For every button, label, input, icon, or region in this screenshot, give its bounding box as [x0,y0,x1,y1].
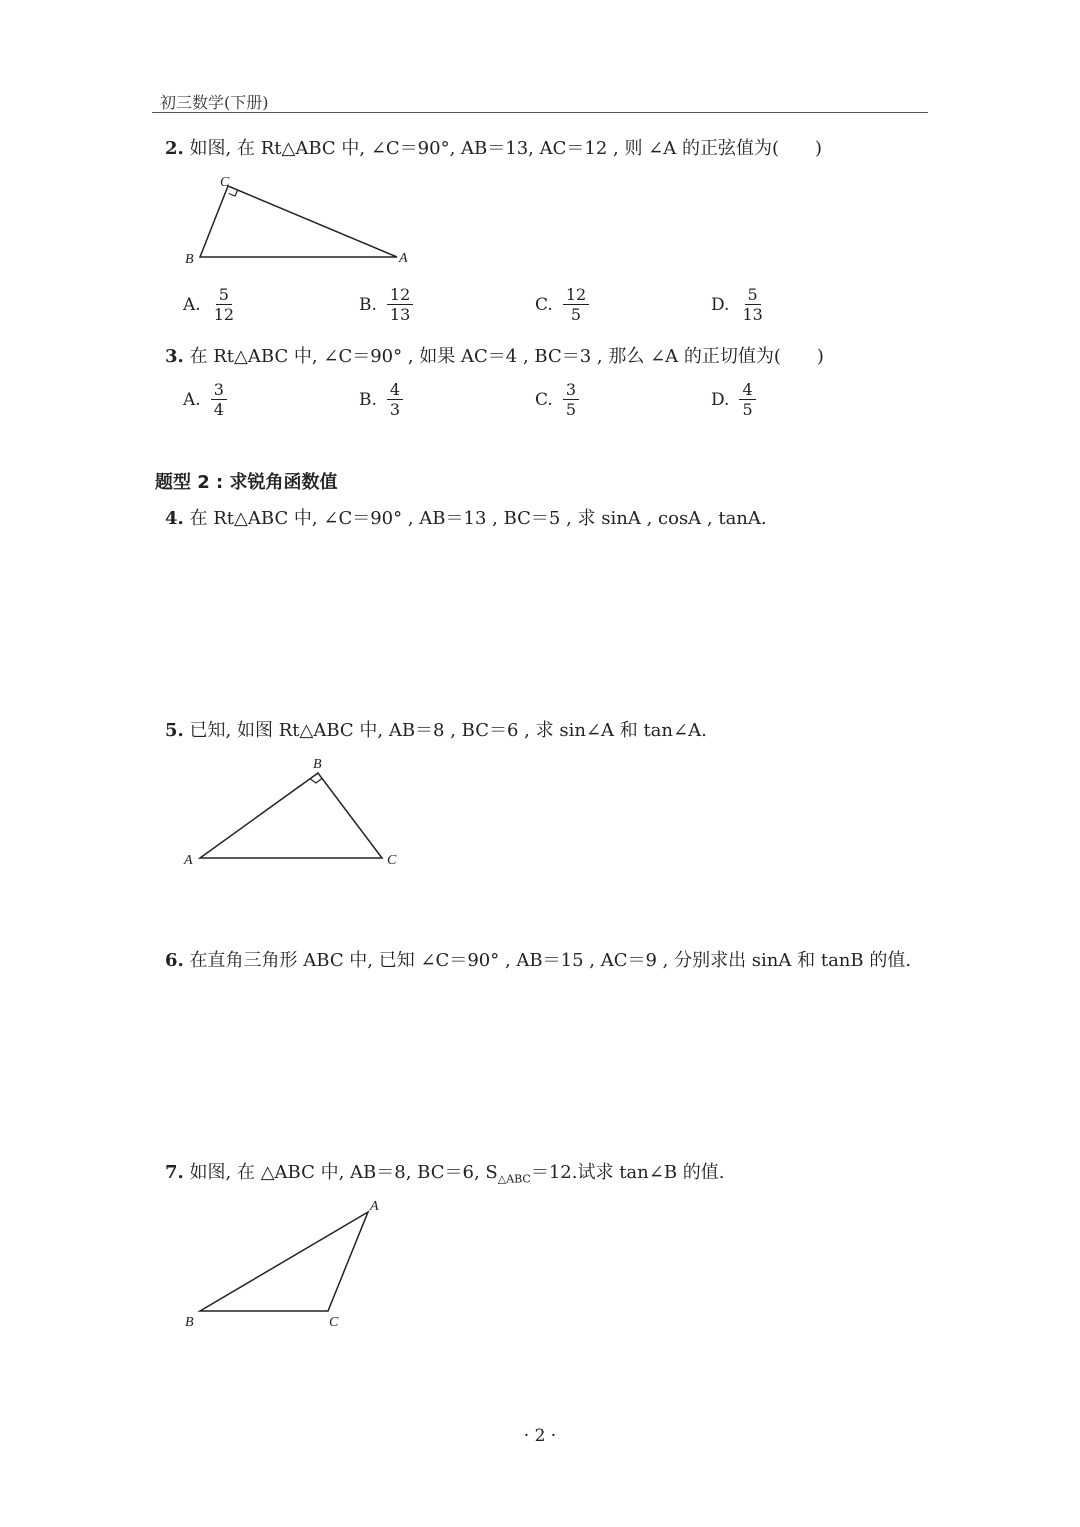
question-number: 7. [165,1162,184,1183]
question-text: 在直角三角形 ABC 中, 已知 ∠C＝90° , AB＝15 , AC＝9 , 分别求出 sinA 和 tanB 的值. [189,950,912,971]
option-label: C. [535,294,553,315]
denominator: 5 [742,400,753,419]
question-text: 在 Rt△ABC 中, ∠C＝90° , 如果 AC＝4 , BC＝3 , 那么 ∠A 的正切值为( ) [189,346,824,367]
area-subscript: △ABC [497,1172,531,1186]
option-label: B. [359,294,377,315]
q5-label-c: C [387,853,397,868]
q2-label-c: C [220,175,230,190]
denominator: 4 [213,400,224,419]
numerator: 12 [563,285,589,305]
denominator: 5 [570,305,582,324]
option-label: D. [711,389,730,410]
question-number: 6. [165,950,184,971]
question-text: 在 Rt△ABC 中, ∠C＝90° , AB＝13 , BC＝5 , 求 sinA , cosA , tanA. [189,508,767,529]
numerator: 5 [216,285,232,305]
q5-label-a: A [184,853,193,868]
question-text-before: 如图, 在 △ABC 中, AB＝8, BC＝6, S [189,1162,498,1183]
question-number: 4. [165,508,184,529]
denominator: 5 [565,400,576,419]
denominator: 13 [389,305,411,324]
numerator: 12 [387,285,413,305]
question-number: 3. [165,346,184,367]
denominator: 3 [389,400,401,419]
q5-label-b: B [313,757,322,772]
question-text: 如图, 在 Rt△ABC 中, ∠C＝90°, AB＝13, AC＝12 , 则 ∠A 的正弦值为( ) [189,138,823,159]
q2-label-b: B [185,252,194,267]
numerator: 3 [563,380,579,400]
page-header-title: 初三数学(下册) [160,93,269,112]
option-label: B. [359,389,377,410]
question-number: 5. [165,720,184,741]
option-label: C. [535,389,553,410]
denominator: 13 [742,305,763,324]
denominator: 12 [213,305,235,324]
numerator: 4 [739,380,755,400]
question-number: 2. [165,138,184,159]
q7-label-b: B [185,1315,194,1330]
option-label: A. [183,389,201,410]
question-text: 已知, 如图 Rt△ABC 中, AB＝8 , BC＝6 , 求 sin∠A 和 tan∠A. [189,720,707,741]
numerator: 4 [387,380,403,400]
option-label: A. [183,294,201,315]
q7-label-c: C [329,1315,339,1330]
section-heading: 题型 2 : 求锐角函数值 [155,472,338,493]
q7-label-a: A [370,1199,379,1214]
q2-label-a: A [399,251,408,266]
numerator: 3 [211,380,227,400]
page-number: · 2 · [523,1426,557,1446]
option-label: D. [711,294,730,315]
q7-triangle [200,1212,368,1311]
numerator: 5 [745,285,761,305]
question-text-after: ＝12.试求 tan∠B 的值. [530,1162,725,1183]
